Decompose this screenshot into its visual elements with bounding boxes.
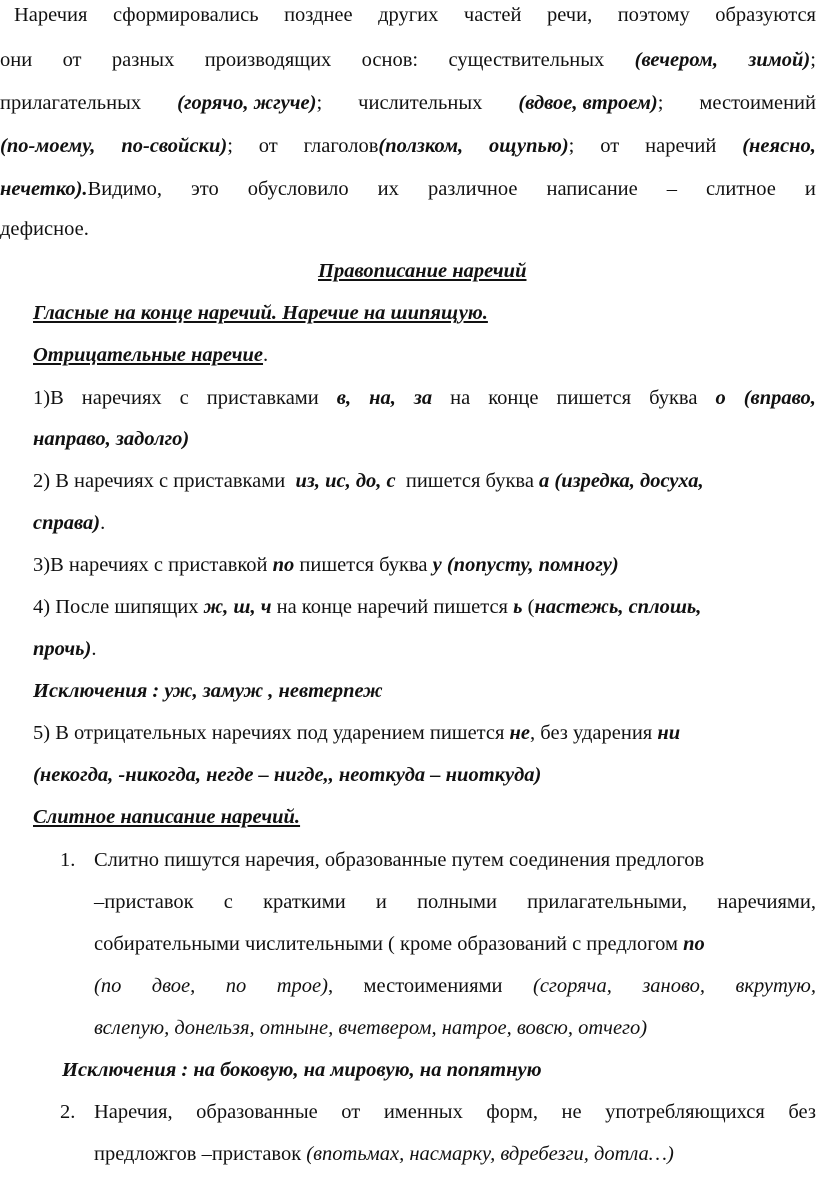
example-text: (сгоряча, xyxy=(533,975,612,997)
text: обусловило xyxy=(247,178,349,200)
letter-text: ь xyxy=(513,596,523,618)
rule-2 xyxy=(33,466,704,496)
text: конце xyxy=(488,387,539,409)
rule-1 xyxy=(33,383,816,413)
rule-4-examples xyxy=(33,634,96,664)
rule-5 xyxy=(33,718,680,748)
example-text: настежь, сплошь, xyxy=(534,596,702,618)
example-text: ощупью) xyxy=(489,135,569,157)
text: на xyxy=(450,387,471,409)
intro-line-5 xyxy=(0,174,816,204)
text: с xyxy=(179,387,189,409)
intro-line-2 xyxy=(0,45,816,75)
item-1-line-3 xyxy=(94,929,705,959)
list-number-1: 1. xyxy=(60,849,76,871)
letter-text: у xyxy=(432,554,442,576)
text: ; xyxy=(657,92,664,114)
text: прилагательными, xyxy=(527,891,688,913)
text: . xyxy=(100,512,106,534)
example-text: (ползком, xyxy=(378,135,464,157)
example-text: зимой) xyxy=(748,49,811,71)
text: других xyxy=(378,4,439,26)
example-text: двое, xyxy=(151,975,196,997)
text: пишется буква xyxy=(405,470,534,492)
text: и xyxy=(804,178,816,200)
text: ; xyxy=(227,135,233,157)
example-text: (попусту, помногу) xyxy=(446,554,619,576)
example-text: (впотьмах, насмарку, вдребезги, дотла…) xyxy=(306,1143,674,1165)
list-number-2: 2. xyxy=(60,1101,76,1123)
text: 2) В наречиях с приставками xyxy=(33,470,286,492)
example-text: прочь) xyxy=(33,638,92,660)
text: –приставок xyxy=(94,891,194,913)
text: пишется xyxy=(556,387,632,409)
text: от xyxy=(62,49,82,71)
text: Видимо, xyxy=(87,178,162,200)
section-heading-vowels: Гласные на конце наречий. Наречие на шипящую. xyxy=(33,302,488,324)
text: образуются xyxy=(715,4,816,26)
text: приставками xyxy=(206,387,319,409)
item-1-line-2 xyxy=(94,887,816,917)
example-text: заново, xyxy=(642,975,705,997)
text: существительных xyxy=(448,49,605,71)
text: ( xyxy=(527,596,535,618)
example-text: (по xyxy=(94,975,122,997)
text: ; xyxy=(810,49,816,71)
text: они xyxy=(0,49,33,71)
text: образованные xyxy=(196,1101,318,1123)
intro-line-1 xyxy=(14,0,816,30)
example-text: трое) xyxy=(276,975,328,997)
text: форм, xyxy=(486,1101,538,1123)
text: 1)В xyxy=(33,387,64,409)
text: Наречия xyxy=(14,4,88,26)
text: поэтому xyxy=(617,4,690,26)
example-text: по-свойски) xyxy=(121,135,228,157)
particle-text: ни xyxy=(657,722,681,744)
text: от xyxy=(600,135,620,157)
text: от xyxy=(341,1101,361,1123)
text: 5) В отрицательных наречиях под ударением пишется xyxy=(33,722,505,744)
text: глаголов xyxy=(303,135,379,157)
particle-text: не xyxy=(509,722,531,744)
intro-line-6: дефисное. xyxy=(0,218,89,240)
text: , xyxy=(327,975,334,997)
text: сформировались xyxy=(112,4,259,26)
text: 4) После шипящих xyxy=(33,596,199,618)
text: слитное xyxy=(706,178,776,200)
text: ; xyxy=(316,92,323,114)
example-text: (вправо, xyxy=(743,387,816,409)
exceptions-2: Исключения : на боковую, на мировую, на попятную xyxy=(62,1059,542,1081)
prefix-text: по xyxy=(272,554,295,576)
text: позднее xyxy=(284,4,353,26)
text: наречий xyxy=(645,135,717,157)
example-text: справа) xyxy=(33,512,101,534)
text: ; xyxy=(568,135,575,157)
rule-5-examples: (некогда, -никогда, негде – нигде,, неоткуда – ниоткуда) xyxy=(33,764,542,786)
text: буква xyxy=(649,387,698,409)
text: числительных xyxy=(358,92,483,114)
section-heading-fused: Слитное написание наречий. xyxy=(33,806,301,828)
example-text: вкрутую, xyxy=(735,975,816,997)
text: наречиях xyxy=(81,387,162,409)
text: различное xyxy=(427,178,518,200)
example-text: (неясно, xyxy=(742,135,816,157)
text: предложгов –приставок xyxy=(94,1143,302,1165)
letters-text: ж, ш, ч xyxy=(203,596,272,618)
rule-4 xyxy=(33,592,701,622)
item-1-line-4 xyxy=(94,971,816,1001)
text: – xyxy=(666,178,678,200)
item-2-line-2 xyxy=(94,1139,674,1169)
text: производящих xyxy=(204,49,332,71)
rule-3 xyxy=(33,550,619,580)
text: полными xyxy=(417,891,497,913)
text: местоимений xyxy=(699,92,816,114)
example-text: нечетко). xyxy=(0,178,88,200)
prefix-text: в, xyxy=(336,387,352,409)
letter-text: о xyxy=(715,387,726,409)
item-1-line-1: Слитно пишутся наречия, образованные путем соединения предлогов xyxy=(94,849,705,871)
example-text: по xyxy=(225,975,247,997)
intro-line-4 xyxy=(0,131,816,161)
text: с xyxy=(223,891,233,913)
text: . xyxy=(91,638,97,660)
text: . xyxy=(263,344,269,366)
text: без xyxy=(788,1101,816,1123)
text: , без ударения xyxy=(530,722,653,744)
text: на конце наречий пишется xyxy=(276,596,508,618)
item-2-line-1 xyxy=(94,1097,816,1127)
text: основ: xyxy=(361,49,419,71)
prefix-text: на, xyxy=(369,387,396,409)
text: употребляющихся xyxy=(605,1101,765,1123)
text: речи, xyxy=(546,4,593,26)
text: их xyxy=(377,178,399,200)
main-heading: Правописание наречий xyxy=(318,260,527,282)
text: это xyxy=(191,178,219,200)
text: от xyxy=(258,135,278,157)
prefix-text: за xyxy=(413,387,433,409)
text: прилагательных xyxy=(0,92,142,114)
example-text: (вечером, xyxy=(634,49,718,71)
letter-text: а xyxy=(539,470,550,492)
text: написание xyxy=(546,178,638,200)
text: Наречия, xyxy=(94,1101,173,1123)
rule-2-examples xyxy=(33,508,105,538)
text: краткими xyxy=(263,891,346,913)
text: местоимениями xyxy=(363,975,503,997)
example-text: (вдвое, втроем) xyxy=(518,92,658,114)
example-text: (по-моему, xyxy=(0,135,96,157)
exceptions-1: Исключения : уж, замуж , невтерпеж xyxy=(33,680,383,702)
text: и xyxy=(375,891,387,913)
text: не xyxy=(561,1101,582,1123)
example-text: (горячо, жгуче) xyxy=(177,92,317,114)
text: пишется буква xyxy=(299,554,428,576)
text: разных xyxy=(111,49,175,71)
rule-1-examples: направо, задолго) xyxy=(33,428,190,450)
text: 3)В наречиях с приставкой xyxy=(33,554,268,576)
section-heading-negative xyxy=(33,340,268,370)
text: собирательными числительными ( кроме образований с предлогом xyxy=(94,933,678,955)
heading-text: Отрицательные наречие xyxy=(33,344,264,366)
text: именных xyxy=(383,1101,463,1123)
prefix-text: по xyxy=(683,933,705,955)
example-text: (изредка, досуха, xyxy=(554,470,704,492)
item-1-line-5: вслепую, донельзя, отныне, вчетвером, натрое, вовсю, отчего) xyxy=(94,1017,648,1039)
prefix-text: из, ис, до, с xyxy=(295,470,396,492)
text: частей xyxy=(463,4,522,26)
text: наречиями, xyxy=(717,891,816,913)
intro-line-3 xyxy=(0,88,816,118)
